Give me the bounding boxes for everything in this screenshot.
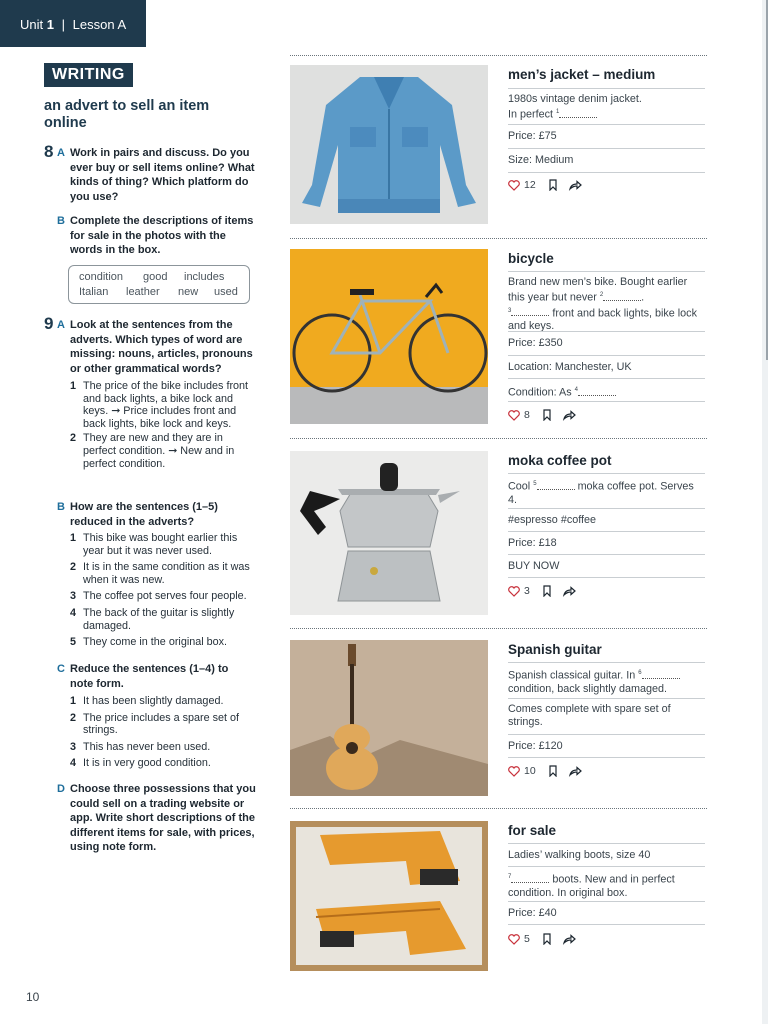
rule: [508, 148, 705, 149]
ad-title: Spanish guitar: [508, 642, 602, 657]
word-box-item: Italian: [79, 286, 109, 298]
exercise-9d-text: Choose three possessions that you could sell on a trading website or app. Write short descriptions of the different items for sale, with prices, using note form.: [70, 783, 256, 853]
word-box-item: condition: [79, 271, 124, 283]
exercise-9a-letter: A: [57, 319, 65, 331]
rule: [508, 172, 705, 173]
rule: [508, 698, 705, 699]
ad-price: Price: £120: [508, 740, 563, 752]
like-count: 8: [524, 409, 530, 421]
share-icon[interactable]: [562, 409, 576, 421]
list-item: 1 The price of the bike includes front and back lights, a bike lock and keys. ➞ Price includes front and back lights, bike lock and keys.: [70, 380, 249, 430]
list-item: 2 The price includes a spare set of strings.: [70, 711, 240, 737]
exercise-9b-letter: B: [57, 501, 65, 513]
rule: [508, 88, 705, 89]
heart-icon[interactable]: [508, 410, 520, 421]
share-icon[interactable]: [568, 765, 582, 777]
ad-description: Cool $^5$ moka coffee pot. Serves 4.: [508, 480, 694, 506]
exercise-9a-list: [70, 380, 250, 471]
word-box-item: new: [178, 286, 199, 298]
ad-actions: [508, 179, 582, 191]
list-item: 4 It is in very good condition.: [70, 757, 211, 770]
ad-extra: Comes complete with spare set of strings.: [508, 703, 671, 728]
ad-condition: Condition: As $^4$: [508, 384, 705, 400]
divider: [290, 438, 707, 439]
rule: [508, 124, 705, 125]
exercise-9-number: 9: [44, 314, 54, 333]
ad-size: Size: Medium: [508, 154, 574, 166]
divider: [290, 808, 707, 809]
exercise-8a-letter: A: [57, 147, 65, 159]
heart-icon[interactable]: [508, 934, 520, 945]
rule: [508, 554, 705, 555]
rule: [508, 757, 705, 758]
divider: [290, 628, 707, 629]
bookmark-icon[interactable]: [540, 585, 554, 597]
like-count: 5: [524, 933, 530, 945]
rule: [508, 843, 705, 844]
rule: [508, 508, 705, 509]
share-icon[interactable]: [562, 933, 576, 945]
ad-title: men’s jacket – medium: [508, 67, 656, 82]
exercise-9a-text: Look at the sentences from the adverts. Which types of word are missing: nouns, articles, pronouns or other grammatical words?: [70, 319, 253, 375]
list-item: 1 It has been slightly damaged.: [70, 695, 224, 707]
ad-actions: [508, 409, 576, 421]
exercise-8-number: 8: [44, 142, 54, 161]
ad-price: Price: £40: [508, 907, 557, 919]
list-item: 3 This has never been used.: [70, 740, 211, 753]
ad-location: Location: Manchester, UK: [508, 361, 632, 373]
bookmark-icon[interactable]: [546, 765, 560, 777]
list-item: 4 The back of the guitar is slightly damaged.: [70, 606, 235, 632]
rule: [508, 734, 705, 735]
moka-pot-photo: [290, 451, 488, 615]
like-count: 3: [524, 585, 530, 597]
ad-description: $^7$ boots. New and in perfect condition. In original box.: [508, 873, 675, 899]
ad-actions: [508, 933, 576, 945]
ad-title: for sale: [508, 823, 557, 838]
rule: [508, 662, 705, 663]
bookmark-icon[interactable]: [540, 933, 554, 945]
word-box-item: leather: [126, 286, 160, 298]
like-count: 10: [524, 765, 536, 777]
rule: [508, 271, 705, 272]
exercise-8a-text: Work in pairs and discuss. Do you ever buy or sell items online? What kinds of thing? Which platform do you use?: [70, 147, 255, 203]
ad-actions: [508, 765, 582, 777]
boots-photo: [290, 821, 488, 971]
section-subtitle: an advert to sell an item online: [44, 98, 210, 131]
rule: [508, 577, 705, 578]
heart-icon[interactable]: [508, 586, 520, 597]
ad-title: moka coffee pot: [508, 453, 612, 468]
list-item: 5 They come in the original box.: [70, 636, 228, 649]
ad-actions: [508, 585, 576, 597]
exercise-9c-text: Reduce the sentences (1–4) to note form.: [70, 663, 229, 690]
rule: [508, 331, 705, 332]
divider: [290, 55, 707, 56]
share-icon[interactable]: [568, 179, 582, 191]
ad-title: bicycle: [508, 251, 554, 266]
guitar-photo: [290, 640, 488, 796]
exercise-8b-text: Complete the descriptions of items for sale in the photos with the words in the box.: [70, 215, 254, 256]
unit-label: Unit: [20, 17, 44, 32]
heart-icon[interactable]: [508, 766, 520, 777]
exercise-8b-letter: B: [57, 215, 65, 227]
word-box: [68, 265, 250, 304]
page-number: 10: [26, 990, 40, 1004]
rule: [508, 901, 705, 902]
rule: [508, 866, 705, 867]
ad-description: 1980s vintage denim jacket. In perfect $^1$: [508, 93, 642, 121]
list-item: 1 This bike was bought earlier this year but it was never used.: [70, 532, 238, 557]
lesson-label: Lesson A: [72, 17, 127, 32]
bicycle-photo: [290, 249, 488, 424]
rule: [508, 378, 705, 379]
section-title: WRITING: [44, 63, 133, 87]
list-item: 2 They are new and they are in perfect condition. ➞ New and in perfect condition.: [70, 432, 235, 470]
exercise-9b-list: [70, 532, 260, 650]
word-box-item: includes: [184, 271, 225, 283]
ad-price: Price: £18: [508, 537, 557, 549]
bookmark-icon[interactable]: [546, 179, 560, 191]
unit-lesson-tab: [0, 0, 146, 47]
exercise-9c-letter: C: [57, 663, 65, 675]
tab-separator: |: [61, 17, 65, 32]
like-count: 12: [524, 179, 536, 191]
buy-now-link[interactable]: BUY NOW: [508, 560, 560, 572]
exercise-9d-letter: D: [57, 783, 65, 795]
bookmark-icon[interactable]: [540, 409, 554, 421]
ad-description: Brand new men’s bike. Bought earlier this year but never $^2$ . $^3$ front and back lights, bike lock and keys.: [508, 276, 697, 333]
word-box-item: good: [143, 271, 168, 283]
list-item: 2 It is in the same condition as it was when it was new.: [70, 561, 250, 586]
ad-size: Ladies’ walking boots, size 40: [508, 849, 651, 861]
rule: [508, 473, 705, 474]
exercise-9b-text: How are the sentences (1–5) reduced in the adverts?: [70, 501, 218, 528]
ad-price: Price: £350: [508, 337, 563, 349]
share-icon[interactable]: [562, 585, 576, 597]
divider: [290, 238, 707, 239]
ad-price: Price: £75: [508, 130, 557, 142]
rule: [508, 355, 705, 356]
exercise-9c-list: [70, 695, 250, 771]
word-box-item: used: [214, 286, 238, 298]
rule: [508, 924, 705, 925]
rule: [508, 401, 705, 402]
ad-description: Spanish classical guitar. In $^6$ condition, back slightly damaged.: [508, 667, 705, 696]
rule: [508, 531, 705, 532]
list-item: 3 The coffee pot serves four people.: [70, 590, 247, 603]
unit-number: 1: [46, 17, 54, 32]
heart-icon[interactable]: [508, 180, 520, 191]
jacket-photo: [290, 65, 488, 224]
ad-hashtags: #espresso #coffee: [508, 514, 597, 526]
